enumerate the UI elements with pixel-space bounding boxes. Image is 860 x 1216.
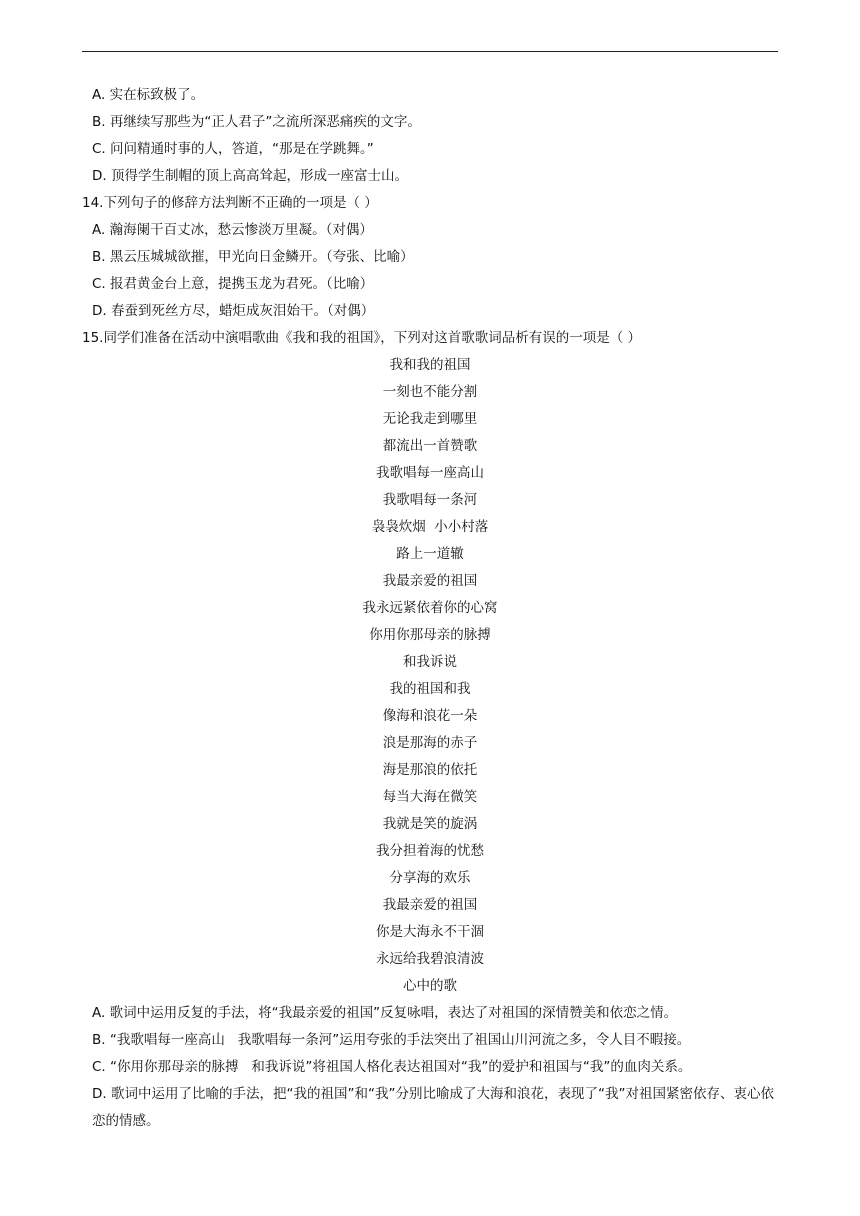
- lyric-line: 我最亲爱的祖国: [382, 573, 478, 589]
- option-b: B. “我歌唱每一座高山 我歌唱每一条河”运用夸张的手法突出了祖国山川河流之多，令人目不暇接。: [92, 1032, 691, 1048]
- lyric-line: 我就是笑的旋涡: [382, 816, 478, 832]
- lyric-line: 海是那浪的依托: [382, 762, 478, 778]
- option-d: D. 歌词中运用了比喻的手法，把“我的祖国”和“我”分别比喻成了大海和浪花，表现了“我”对祖国紧密依存、衷心依恋的情感。: [92, 1086, 774, 1129]
- option-c: C. 报君黄金台上意，提携玉龙为君死。（比喻）: [92, 276, 374, 292]
- song-lyrics: [82, 352, 778, 1000]
- prev-question-options: [82, 82, 778, 190]
- lyric-line: 我永远紧依着你的心窝: [362, 600, 498, 616]
- option-b: B. 再继续写那些为“正人君子”之流所深恶痛疾的文字。: [92, 114, 421, 130]
- lyric-line: 每当大海在微笑: [382, 789, 478, 805]
- option-b: B. 黑云压城城欲摧，甲光向日金鳞开。（夸张、比喻）: [92, 249, 414, 265]
- question-15: [82, 325, 778, 1135]
- lyric-line: 我的祖国和我: [389, 681, 471, 697]
- lyric-line: 像海和浪花一朵: [382, 708, 478, 724]
- option-a: A. 瀚海阑干百丈冰，愁云惨淡万里凝。（对偶）: [92, 222, 373, 238]
- option-a: A. 歌词中运用反复的手法，将“我最亲爱的祖国”反复咏唱，表达了对祖国的深情赞美和依恋之情。: [92, 1005, 678, 1021]
- lyric-line: 袅袅炊烟 小小村落: [371, 519, 489, 535]
- lyric-line: 我和我的祖国: [389, 357, 471, 373]
- question-stem: 15.同学们准备在活动中演唱歌曲《我和我的祖国》，下列对这首歌歌词品析有误的一项是（ ）: [82, 330, 642, 346]
- question-14: [82, 190, 778, 325]
- lyric-line: 无论我走到哪里: [382, 411, 478, 427]
- lyric-line: 路上一道辙: [396, 546, 464, 562]
- lyric-line: 永远给我碧浪清波: [376, 951, 484, 967]
- lyric-line: 和我诉说: [403, 654, 457, 670]
- lyric-line: 都流出一首赞歌: [382, 438, 478, 454]
- lyric-line: 我最亲爱的祖国: [382, 897, 478, 913]
- option-d: D. 顶得学生制帽的顶上高高耸起，形成一座富士山。: [92, 168, 408, 184]
- option-d: D. 春蚕到死丝方尽，蜡炬成灰泪始干。（对偶）: [92, 303, 375, 319]
- lyric-line: 分享海的欢乐: [389, 870, 471, 886]
- header-rule: [82, 51, 778, 52]
- question-stem: 14.下列句子的修辞方法判断不正确的一项是（ ）: [82, 195, 378, 211]
- lyric-line: 心中的歌: [403, 978, 457, 994]
- lyric-line: 我分担着海的忧愁: [376, 843, 484, 859]
- document-body: [82, 82, 778, 1135]
- lyric-line: 浪是那海的赤子: [382, 735, 478, 751]
- option-c: C. 问问精通时事的人，答道，“那是在学跳舞。”: [92, 141, 374, 157]
- lyric-line: 你是大海永不干涸: [376, 924, 484, 940]
- option-c: C. “你用你那母亲的脉搏 和我诉说”将祖国人格化表达祖国对“我”的爱护和祖国与“我”的血肉关系。: [92, 1059, 692, 1075]
- lyric-line: 你用你那母亲的脉搏: [369, 627, 491, 643]
- lyric-line: 我歌唱每一座高山: [376, 465, 484, 481]
- lyric-line: 一刻也不能分割: [382, 384, 478, 400]
- lyric-line: 我歌唱每一条河: [382, 492, 478, 508]
- option-a: A. 实在标致极了。: [92, 87, 205, 103]
